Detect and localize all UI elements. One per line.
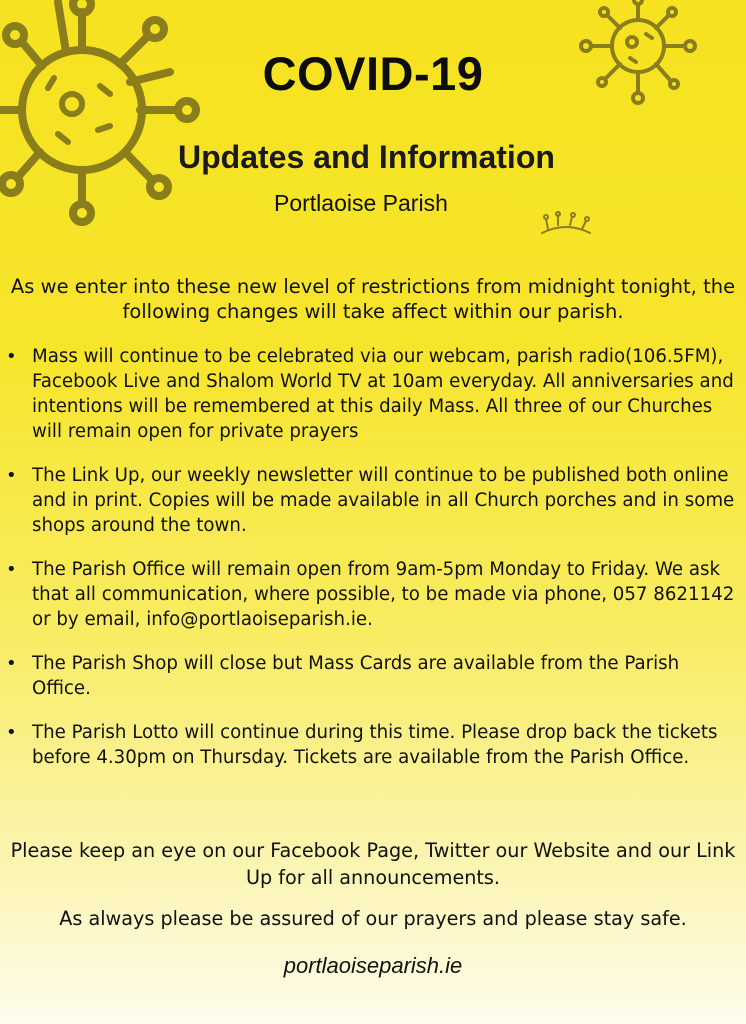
closing-message: As always please be assured of our prayers and please stay safe. bbox=[59, 907, 687, 930]
list-item-text: The Parish Office will remain open from 9am-5pm Monday to Friday. We ask that all communication, where possible, to be made via phone, 057 8621142 or by email, info@portlaoiseparish.ie. bbox=[32, 559, 735, 630]
list-item bbox=[0, 720, 746, 770]
list-item-text: The Parish Shop will close but Mass Cards are available from the Parish Office. bbox=[32, 653, 680, 699]
bullet-icon: • bbox=[6, 346, 17, 367]
virus-icon-tiny bbox=[538, 211, 594, 237]
bullet-icon: • bbox=[6, 653, 17, 674]
website-link[interactable]: portlaoiseparish.ie bbox=[283, 953, 463, 978]
page-subtitle: Updates and Information bbox=[178, 139, 555, 175]
list-item-text: Mass will continue to be celebrated via our webcam, parish radio(106.5FM), Facebook Live and Shalom World TV at 10am everyday. All anniversaries and intentions will be remembered at this daily Mass. All three of our Churches will remain open for private prayers bbox=[32, 346, 734, 442]
list-item-text: The Parish Lotto will continue during this time. Please drop back the tickets before 4.30pm on Thursday. Tickets are available from the Parish Office. bbox=[32, 722, 718, 768]
changes-list bbox=[0, 344, 746, 789]
bullet-icon: • bbox=[6, 559, 17, 580]
intro-paragraph: As we enter into these new level of restrictions from midnight tonight, the following changes will take affect within our parish. bbox=[10, 275, 736, 323]
bullet-icon: • bbox=[6, 465, 17, 486]
list-item bbox=[0, 463, 746, 538]
list-item bbox=[0, 651, 746, 701]
bullet-icon: • bbox=[6, 722, 17, 743]
virus-icon-large bbox=[0, 0, 220, 232]
announcements-note: Please keep an eye on our Facebook Page, Twitter our Website and our Link Up for all announcements. bbox=[10, 839, 736, 889]
parish-name: Portlaoise Parish bbox=[274, 190, 448, 216]
list-item-text: The Link Up, our weekly newsletter will continue to be published both online and in print. Copies will be made available in all Church porches and in some shops around the town. bbox=[32, 465, 735, 536]
page-title: COVID-19 bbox=[262, 47, 484, 100]
list-item bbox=[0, 557, 746, 632]
list-item bbox=[0, 344, 746, 444]
